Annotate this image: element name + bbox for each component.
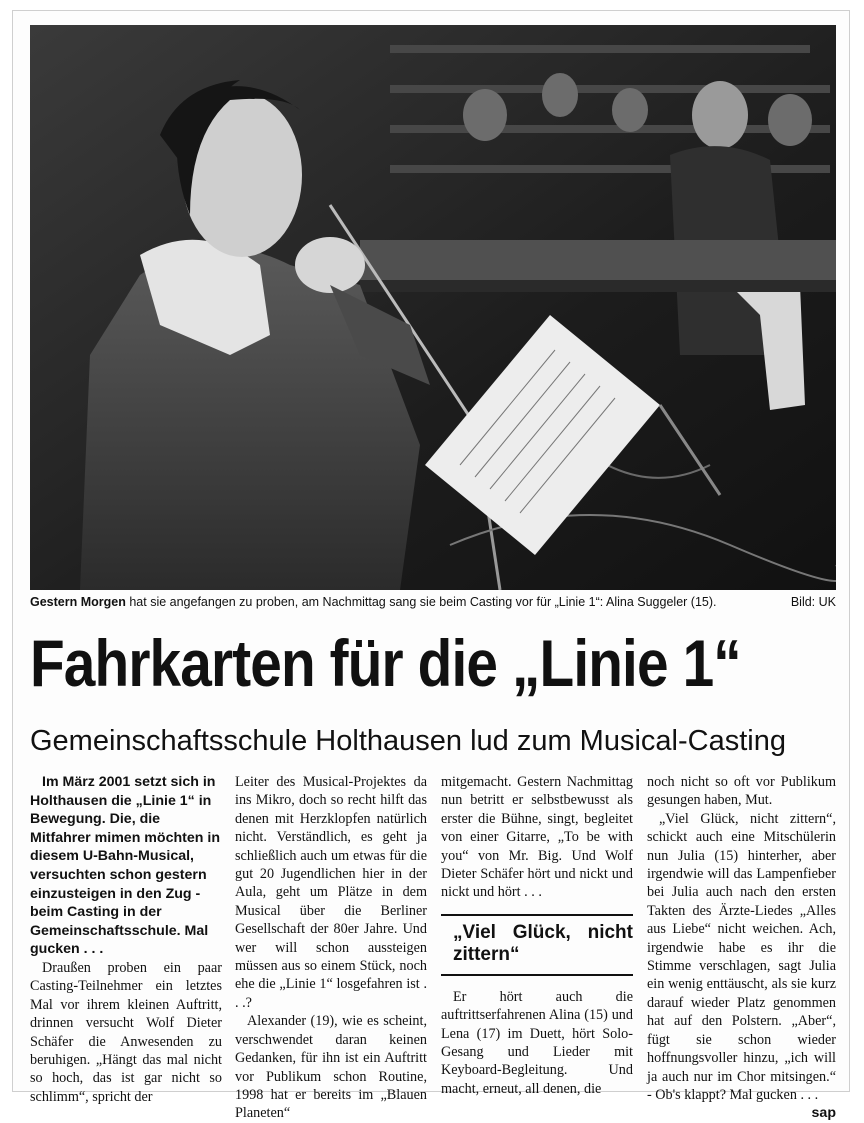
author-signature: sap bbox=[811, 1105, 836, 1122]
column-1 bbox=[30, 773, 222, 1106]
column-3 bbox=[441, 773, 633, 1098]
article-photo bbox=[30, 25, 836, 590]
newspaper-clipping bbox=[12, 10, 850, 1122]
column-4 bbox=[647, 773, 836, 1123]
subheadline: Gemeinschaftsschule Holthausen lud zum Musical-Casting bbox=[30, 725, 786, 757]
article-paragraph: Leiter des Musical-Projektes da ins Mikro, doch so recht hilft das denen mit Herzklopfen natürlich nicht. Verständlich, es geht ja schließlich auch um etwas für die gut 20 Jugendlichen hier in der Aula, geht um Plätze in dem Musical über die Berliner Gesellschaft der 80er Jahre. Und wer will schon aussteigen müssen aus so einem Stück, noch ehe die „Linie 1“ losgefahren ist . . .? bbox=[235, 774, 427, 1011]
photo-credit: Bild: UK bbox=[790, 595, 836, 609]
article-paragraph-text: „Viel Glück, nicht zittern“, schickt auch eine Mitschülerin nun Julia (15) hinterher, aber irgendwie will das Lampenfieber bei Julia auch nach den ersten Takten des Ärzte-Liedes „Alles aus Liebe“ nicht weichen. Ach, irgendwie habe es ihr die Stimme verschlagen, sagt Julia ein wenig enttäuscht, als sie kurz darauf wieder Platz genommen hat auf den Polstern. „Aber“, fügt sie schon wieder hoffnungsvoller hinzu, „ich will ja auch nur im Chor mitsingen.“ - Ob's klappt? Mal gucken . . . bbox=[647, 810, 836, 1103]
intertitle: „Viel Glück, nicht zittern“ bbox=[441, 914, 633, 976]
article-lead: Im März 2001 setzt sich in Holthausen die „Linie 1“ in Bewegung. Die, die Mitfahrer mimen möchten in diesem U-Bahn-Musical, versuchten schon gestern einzusteigen in den Zug - beim Casting in der Gemeinschaftsschule. Mal gucken . . . bbox=[30, 774, 220, 958]
caption-text: hat sie angefangen zu proben, am Nachmittag sang sie beim Casting vor für „Linie 1“: Alina Suggeler (15). bbox=[129, 595, 717, 609]
article-paragraph: Draußen proben ein paar Casting-Teilnehmer ein letztes Mal vor ihrem kleinen Auftritt, drinnen versucht Wolf Dieter Schäfer die Anwesenden zu beruhigen. „Hängt das mal nicht so hoch, das ist gar nicht so schlimm“, spricht der bbox=[30, 959, 222, 1105]
article-paragraph: noch nicht so oft vor Publikum gesungen haben, Mut. bbox=[647, 774, 836, 809]
article-paragraph: Er hört auch die auftrittserfahrenen Alina (15) und Lena (17) im Duett, hört Solo-Gesang und Lieder mit Keyboard-Begleitung. Und macht, erneut, all denen, die bbox=[441, 988, 633, 1097]
photo-illustration bbox=[30, 25, 836, 590]
headline: Fahrkarten für die „Linie 1“ bbox=[30, 626, 741, 700]
column-2 bbox=[235, 773, 427, 1123]
article-paragraph: Alexander (19), wie es scheint, verschwendet daran keinen Gedanken, für ihn ist ein Auftritt vor Publikum schon Routine, 1998 hat er bereits im „Blauen Planeten“ bbox=[235, 1013, 427, 1122]
caption-lead: Gestern Morgen bbox=[30, 595, 126, 609]
photo-caption bbox=[30, 595, 836, 609]
article-body bbox=[30, 773, 836, 1122]
article-paragraph bbox=[647, 810, 836, 1122]
article-paragraph: mitgemacht. Gestern Nachmittag nun betritt er selbstbewusst als erster die Bühne, singt, begleitet von einer Gitarre, „To be with you“ von Mr. Big. Und Wolf Dieter Schäfer hört und nickt und nickt und hört . . . bbox=[441, 774, 633, 901]
